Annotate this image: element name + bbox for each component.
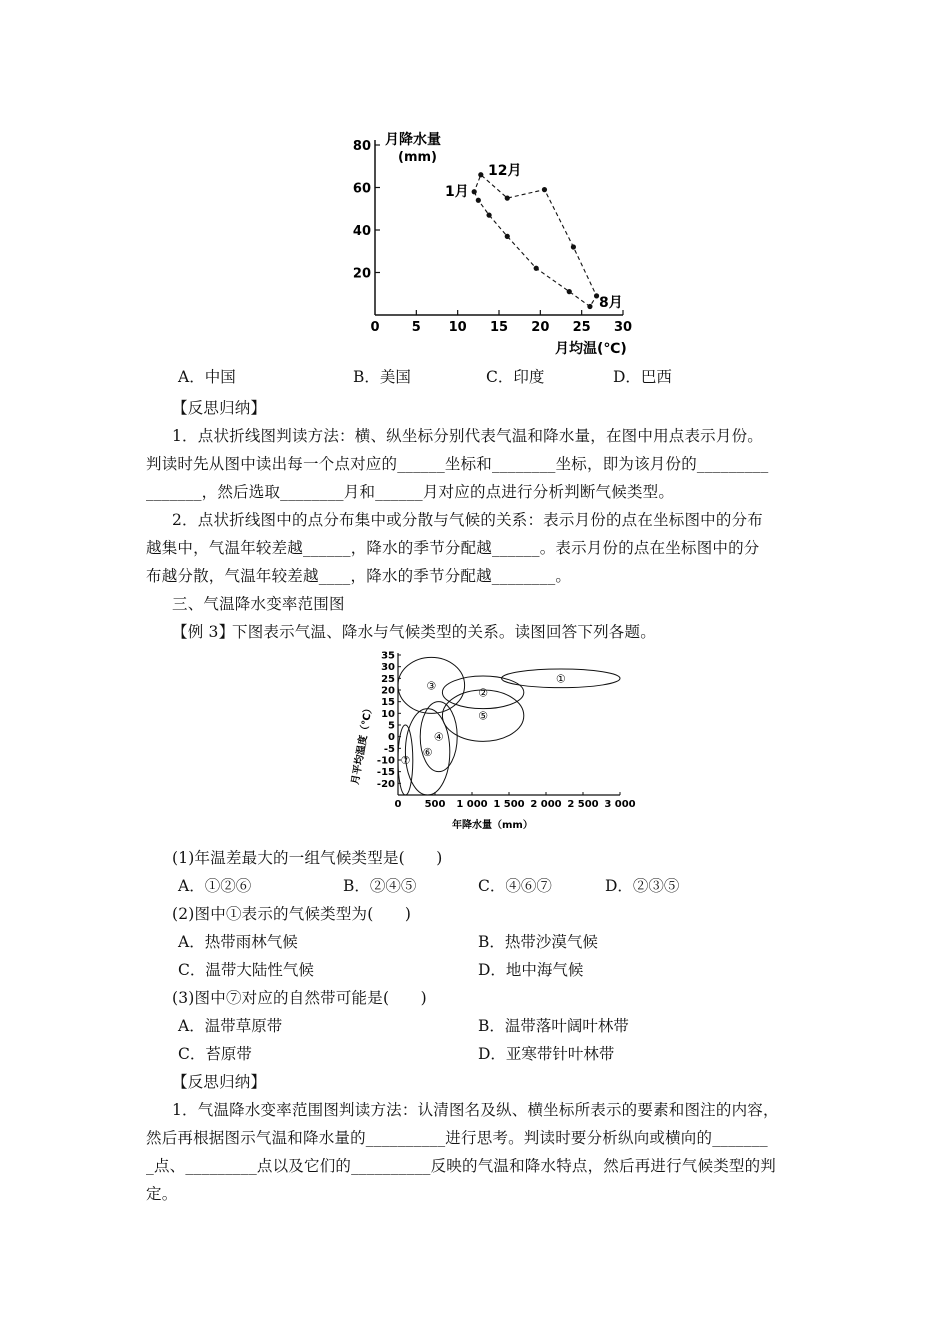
chart1-label-jan: 1月: [445, 184, 469, 200]
chart1-point: [571, 244, 576, 249]
chart2-x-tick-label: 0: [394, 799, 402, 810]
reflect2-heading: 【反思归纳】: [172, 1073, 267, 1091]
chart1-yunit: (mm): [398, 150, 437, 165]
q1-option-d[interactable]: D．②③⑤: [605, 877, 680, 895]
q2-option-a[interactable]: A．热带雨林气候: [178, 933, 298, 951]
chart1-point: [587, 304, 592, 309]
climate-range-chart: [350, 645, 636, 835]
q3-option-d[interactable]: D．亚寒带针叶林带: [478, 1045, 615, 1063]
chart2-y-tick-label: 15: [381, 697, 395, 709]
chart1-y-tick-label: 60: [352, 181, 371, 197]
reflect1-line: _______，然后选取________月和______月对应的点进行分析判断气候类型。: [146, 483, 675, 501]
chart1-ylabel: 月降水量: [385, 132, 441, 148]
reflect1-line: 2．点状折线图中的点分布集中或分散与气候的关系：表示月份的点在坐标图中的分布: [172, 511, 763, 529]
reflect2-line: 1．气温降水变率范围图判读方法：认清图名及纵、横坐标所表示的要素和图注的内容，: [172, 1101, 779, 1119]
chart1-x-tick-label: 0: [370, 320, 380, 335]
chart1-point: [476, 198, 481, 203]
chart1-x-tick-label: 5: [411, 320, 421, 335]
chart2-y-tick-label: 20: [381, 685, 395, 697]
chart2-y-tick-label: -20: [376, 778, 395, 790]
chart2-x-tick-label: 2 000: [530, 799, 562, 810]
example3-tag: 【例 3】: [172, 623, 235, 641]
chart2-region-label: ⑥: [422, 745, 433, 759]
chart2-y-tick-label: -15: [376, 767, 395, 779]
chart2-x-tick-label: 2 500: [567, 799, 599, 810]
chart1-point: [472, 189, 477, 194]
section3-title: 三、气温降水变率范围图: [172, 595, 345, 613]
chart1-y-tick-label: 80: [352, 139, 371, 154]
chart1-y-tick-label: 40: [352, 224, 371, 239]
chart1-xlabel: 月均温(℃): [555, 341, 627, 357]
reflect2-line: _点、_________点以及它们的__________反映的气温和降水特点，然后再进行气候类型的判: [146, 1157, 777, 1175]
chart1-dashed-path: [474, 175, 596, 307]
option-c: C．印度: [486, 368, 545, 386]
chart1-point: [534, 266, 539, 271]
chart1-x-tick-label: 30: [613, 320, 633, 335]
chart2-y-tick-label: -10: [376, 755, 395, 767]
reflect1-line: 1．点状折线图判读方法：横、纵坐标分别代表气温和降水量，在图中用点表示月份。: [172, 427, 763, 445]
q3-option-a[interactable]: A．温带草原带: [178, 1017, 283, 1035]
chart2-y-tick-label: 0: [388, 732, 395, 744]
chart1-y-tick-label: 20: [352, 266, 371, 282]
q3-option-c[interactable]: C．苔原带: [178, 1045, 252, 1063]
q3-option-b[interactable]: B．温带落叶阔叶林带: [478, 1017, 629, 1035]
chart2-region-label: ⑤: [478, 709, 489, 723]
option-b: B．美国: [353, 368, 411, 386]
chart2-y-tick-label: 10: [381, 708, 395, 720]
chart1-label-dec: 12月: [488, 163, 522, 179]
reflect2-line: 然后再根据图示气温和降水量的__________进行思考。判读时要分析纵向或横向的_______: [146, 1129, 768, 1147]
chart1-x-tick-label: 25: [572, 320, 591, 335]
question-2-stem: (2)图中①表示的气候类型为( ): [172, 905, 412, 923]
example3-text: 下图表示气温、降水与气候类型的关系。读图回答下列各题。: [232, 623, 656, 641]
reflect2-line: 定。: [146, 1185, 178, 1203]
q1-option-b[interactable]: B．②④⑤: [343, 877, 417, 895]
chart2-x-tick-label: 1 500: [493, 799, 525, 810]
q2-option-c[interactable]: C．温带大陆性气候: [178, 961, 314, 979]
option-a: A．中国: [178, 368, 236, 386]
chart2-y-tick-label: 30: [381, 662, 395, 674]
reflect1-heading: 【反思归纳】: [172, 399, 267, 417]
chart1-point: [505, 234, 510, 239]
chart1-point: [486, 213, 491, 218]
chart2-region-label: ①: [555, 672, 566, 686]
q1-option-c[interactable]: C．④⑥⑦: [478, 877, 552, 895]
chart1-series-line: [474, 175, 596, 307]
chart2-y-tick-label: 25: [381, 673, 395, 685]
chart2-region-label: ④: [433, 730, 444, 744]
chart1-point: [542, 187, 547, 192]
q2-option-d[interactable]: D．地中海气候: [478, 961, 584, 979]
chart2-y-tick-label: 35: [381, 650, 395, 662]
chart2-xlabel: 年降水量（mm）: [452, 820, 533, 831]
chart2-x-tick-label: 1 000: [456, 799, 488, 810]
q2-option-b[interactable]: B．热带沙漠气候: [478, 933, 598, 951]
chart1-point: [505, 196, 510, 201]
chart2-region-label: ③: [426, 679, 437, 693]
chart1-label-aug: 8月: [599, 295, 623, 311]
chart2-ylabel: 月平均温度（℃）: [350, 702, 376, 786]
climate-scatter-chart: [345, 125, 645, 360]
chart2-y-tick-label: 5: [388, 720, 395, 732]
chart1-x-tick-label: 15: [489, 320, 509, 335]
option-d: D．巴西: [613, 368, 672, 386]
reflect1-line: 判读时先从图中读出每一个点对应的______坐标和________坐标，即为该月份的_________: [146, 455, 769, 473]
chart2-region-label: ⑦: [400, 754, 411, 767]
chart1-point: [567, 289, 572, 294]
chart1-x-tick-label: 10: [448, 320, 467, 335]
q1-option-a[interactable]: A．①②⑥: [178, 877, 252, 895]
question-3-stem: (3)图中⑦对应的自然带可能是( ): [172, 989, 427, 1007]
chart2-region-label: ②: [478, 686, 489, 700]
chart2-x-tick-label: 500: [424, 799, 446, 810]
chart2-x-tick-label: 3 000: [604, 799, 636, 810]
reflect1-line: 越集中，气温年较差越______，降水的季节分配越______。表示月份的点在坐标图中的分: [146, 539, 760, 557]
chart1-x-tick-label: 20: [531, 320, 550, 335]
chart1-point: [478, 172, 483, 177]
chart1-points: [472, 172, 600, 309]
reflect1-line: 布越分散，气温年较差越____，降水的季节分配越________。: [146, 567, 572, 585]
question-1-stem: (1)年温差最大的一组气候类型是( ): [172, 849, 443, 867]
chart2-regions: [398, 657, 620, 795]
chart2-y-tick-label: -5: [383, 743, 395, 755]
